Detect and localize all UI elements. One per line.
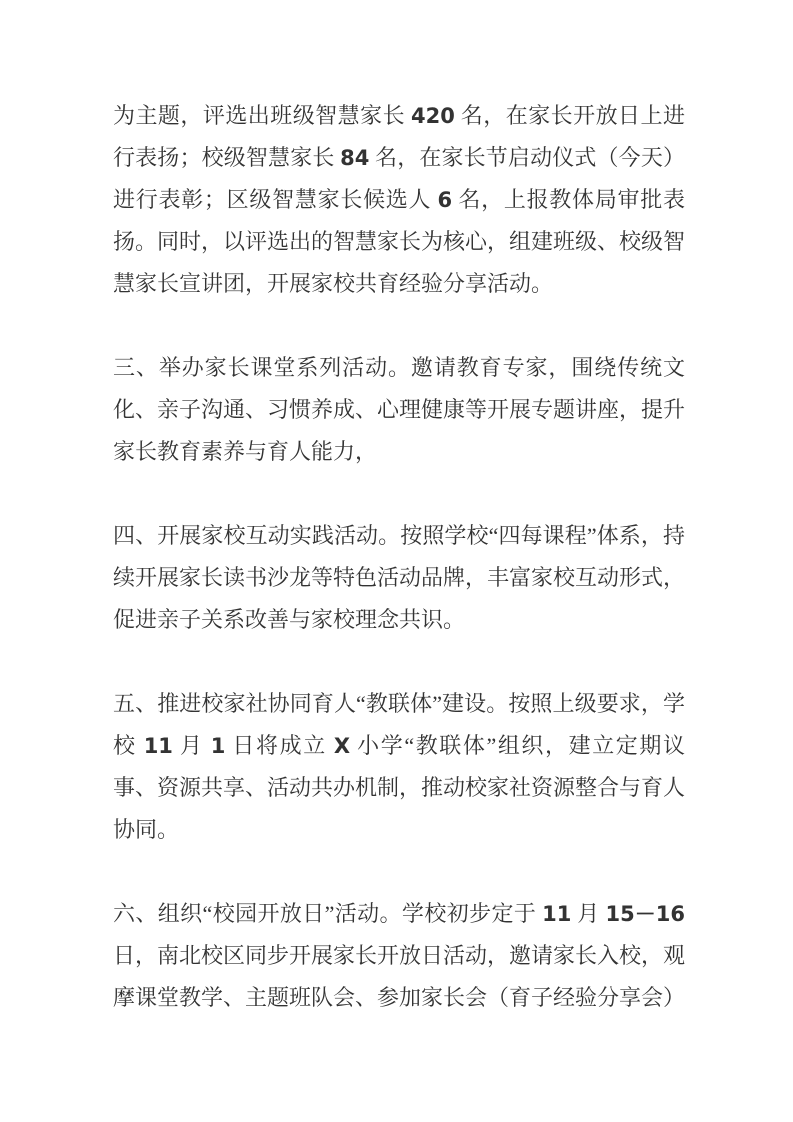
text-run: 五、推进校家社协同育人“教联体”建设。按照上级要求，学校	[113, 691, 685, 758]
numeric-run: 6	[437, 188, 453, 212]
text-run: 名，在家长开放日上进行表扬；校级智慧家长	[113, 103, 685, 170]
numeric-run: 11	[542, 902, 572, 926]
numeric-run: 84	[340, 146, 370, 170]
text-run: 小学“教联体”组织，建立定期议事、资源共享、活动共办机制，推动校家社资源整合与育人协同。	[113, 733, 686, 842]
text-run: 为主题，评选出班级智慧家长	[113, 103, 411, 128]
numeric-run: 11	[143, 734, 173, 758]
paragraph-continuation-smart-parents	[113, 95, 685, 305]
text-run: 四、开展家校互动实践活动。按照学校“四每课程”体系，持续开展家长读书沙龙等特色活动品牌，丰富家校互动形式，促进亲子关系改善与家校理念共识。	[113, 523, 686, 632]
numeric-run: 1	[210, 734, 226, 758]
text-run: 日，南北校区同步开展家长开放日活动，邀请家长入校，观摩课堂教学、主题班队会、参加家长会（育子经验分享会）	[113, 943, 686, 1010]
numeric-run: 15－16	[605, 902, 685, 926]
numeric-run: X	[333, 734, 351, 758]
paragraph-item-5-jiaolianti	[113, 683, 685, 851]
text-run: 名，上报教体局审批表扬。同时，以评选出的智慧家长为核心，组建班级、校级智慧家长宣讲团，开展家校共育经验分享活动。	[113, 187, 686, 296]
document-body	[113, 95, 685, 1061]
text-run: 六、组织“校园开放日”活动。学校初步定于	[113, 901, 543, 926]
text-run: 月	[571, 901, 606, 926]
paragraph-item-4-interaction-practice	[113, 515, 685, 641]
paragraph-item-3-parent-classroom	[113, 347, 685, 473]
text-run: 日将成立	[225, 733, 334, 758]
text-run: 名，在家长节启动仪式（今天）进行表彰；区级智慧家长候选人	[113, 145, 685, 212]
text-run: 月	[172, 733, 211, 758]
text-run: 三、举办家长课堂系列活动。邀请教育专家，围绕传统文化、亲子沟通、习惯养成、心理健康等开展专题讲座，提升家长教育素养与育人能力，	[113, 355, 686, 464]
paragraph-item-6-open-day	[113, 893, 685, 1019]
numeric-run: 420	[411, 104, 455, 128]
